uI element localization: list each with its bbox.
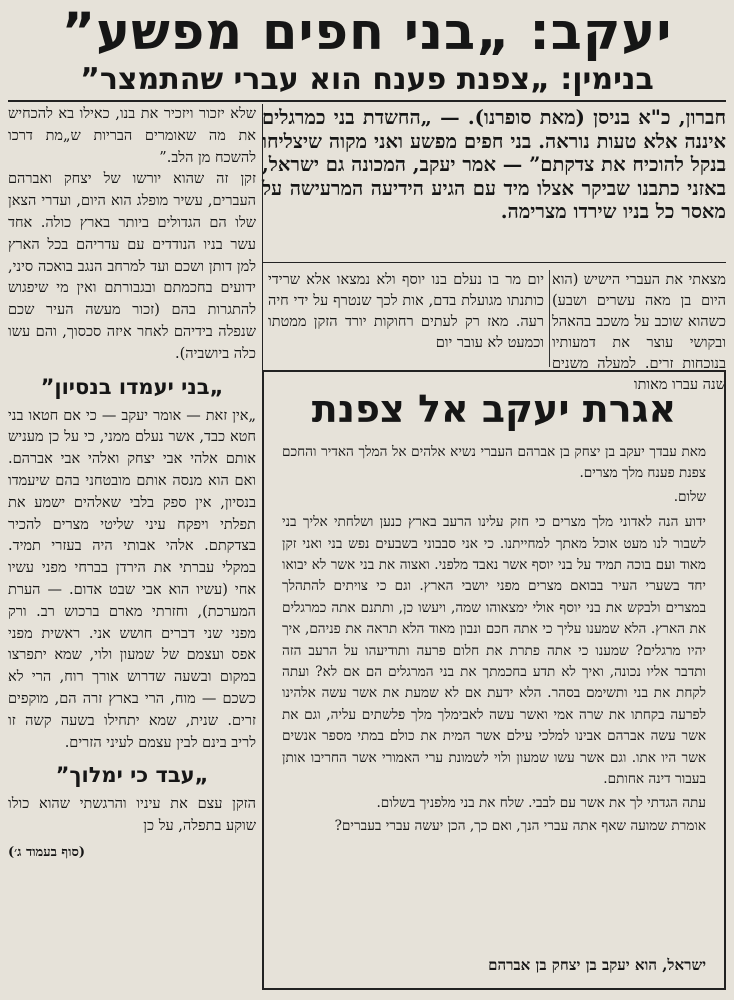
left-para-2: זקן זה שהוא יורשו של יצחק ואברהם העברים, עשיר מופלג הוא היום, ועדרי הצאן שלו הם הגדולים ביותר בארץ כולה. אחד עשר בניו הנודדים עם עדריהם בכל הארץ למן דותן ושכם ועד למרחב הנגב בואכה סיני, ידועים בחכמתם ובגבורתם ואין מי שיפגוש להתגרות בהם (זכור מעשה העיר שכם שנפלה בידיהם לאחר איזה סכסוך, והם עשו כלה ביושביה). [8, 171, 256, 362]
left-para-1: שלא יזכור ויזכיר את בנו, כאילו בא להכחיש את מה שאומרים הבריות ש„מת דרכו להשכח מן הלב.” [8, 106, 256, 166]
section-divider [262, 262, 726, 263]
top-rule [8, 100, 726, 102]
article-column-left [8, 104, 256, 864]
letter-body [282, 442, 706, 839]
left-para-4: הזקן עצם את עיניו והרגשתי שהוא כולו שוקע בתפלה, על כן [8, 796, 256, 835]
letter-signature: ישראל, הוא יעקב בן יצחק בן אברהם [488, 956, 706, 974]
letter-box [262, 370, 726, 990]
lead-paragraph: חברון, כ"א בניסן (מאת סופרנו). — „החשדת בני כמרגלים איננה אלא טעות נוראה. בני חפים מפשע ואני מקוה שיצליחו בנקל להוכיח את צדקתם” — אמר יעקב, המכונה גם ישראל, באזני כתבנו שביקר אצלו מיד עם הגיע הידיעה המרעישה על מאסר כל בניו שירדו מצרימה. [262, 106, 726, 223]
subhead-sons-will-pass: „בני יעמדו בנסיון” [40, 374, 224, 399]
letter-body-1: ידוע הנה לאדוני מלך מצרים כי חזק עלינו הרעב בארץ כנען ושלחתי אליך בני לשבור לנו מעט אוכל מאתך למחייתנו. כי אני סבבוני בשבעים נפש בני ואני זקן מאוד ועם בוכה תמיד על בני יוסף אשר נאבד מלפני. ואצוה את בני אשר לא יבואו יחד בשערי העיר בבואם מצרים מפני יושבי הארץ. וגם כי צויתים להתהלך במצרים ולבקש את בני יוסף אולי ימצאוהו שמה, ויעשו כן, ותתנם אתה כמרגלים את הארץ. הלא שמענו עליך כי אתה חכם ונבון מאוד הלא תראה את פניהם, איך יהיו מרגלים? שמענו כי אתה פתרת את חלום פרעה ותודיעהו על הרעב הזה ותדבר אליו נכונה, ואיך לא תדע בחכמתך את בני המרגלים הם אם לא? ועתה לקחת את בני ותשימם בסהר. הלא ידעת אם לא שמעת את אשר עשה אלהינו לפרעה בקחתו את שרה אמי ואשר עשה לאבימלך מלך פלשתים עליה, וגם את אשר עשה אברהם אבינו למלכי עילם אשר המית את כולם במתי מספר אנשים אשר היו אתו. וגם אשר עשו שמעון ולוי לשמונת ערי האמורי אשר החריבו אותן בעבור דינה אחותם. [282, 514, 706, 788]
letter-title: אגרת יעקב אל צפנת [311, 387, 677, 431]
left-para-3: „אין זאת — אומר יעקב — כי אם חטאו בני חטא כבד, אשר נעלם ממני, כי על כן מעניש אותם אלהי אבי יצחק ואלהי אבי אברהם. ואם הוא מנסה אותם מובטחני בהם שיעמדו בנסיון, אין ספק בלבי שאלהים ישמע את תפלתי ויפקח עיני שליטי מצרים להכיר בצדקתם. אלהי אבותי היה בעזרי תמיד. במקלי עברתי את הירדן בברחי מפני עשיו אחי (עשיו הוא אבי שבט אדום. — הערת המערכת), וחזרתי מארם ברכוש רב. ורק מפני שני דברים חושש אני. ראשית מפני אפס ועצמם של שמעון ולוי, שמא יתפרצו במקום ובשעה שדרוש אורך רוח, הרי לא כשכם — מוח, הרי בארץ זרה הם, מוקפים זרים. שנית, שמא יתחילו בשעה קשה זו לריב בינם לבין עצמם לעיני הזרים. [8, 407, 256, 751]
continued-note: (סוף בעמוד ג׳) [8, 844, 86, 860]
headline: יעקב: „בני חפים מפשע” [61, 3, 673, 62]
article-column-middle: יום מר בו נעלם בנו יוסף ולא נמצאו אלא שרידי כותנתו מגועלת בדם, אות לכך שנטרף על ידי חיה רעה. מאז רק לעתים רחוקות יורד הזקן ממטתו וכמעט לא עובר יום [268, 272, 544, 351]
subhead-servant-reigns: „עבד כי ימלוך” [55, 763, 209, 788]
letter-opening: מאת עבדך יעקב בן יצחק בן אברהם העברי נשיא אלהים אל המלך האדיר והחכם צפנת פענח מלך מצרים. [282, 444, 706, 482]
column-divider [549, 270, 550, 367]
subheadline: בנימין: „צפנת פענח הוא עברי שהתמצר” [80, 62, 654, 97]
letter-body-2: עתה הגדתי לך את אשר עם לבבי. שלח את בני מלפניך בשלום. [376, 794, 706, 811]
letter-greeting: שלום. [673, 488, 706, 505]
article-column-right: מצאתי את העברי הישיש (הוא היום בן מאה עשרים ושבע) כשהוא שוכב על משכב בהאהל ובקושי עוצר את דמעותיו בנוכחות זרים. למעלה משנים שנה עברו מאותו [552, 272, 726, 393]
letter-body-3: אומרת שמועה שאף אתה עברי הנך, ואם כך, הכן יעשה עברי בעברים? [334, 817, 706, 834]
